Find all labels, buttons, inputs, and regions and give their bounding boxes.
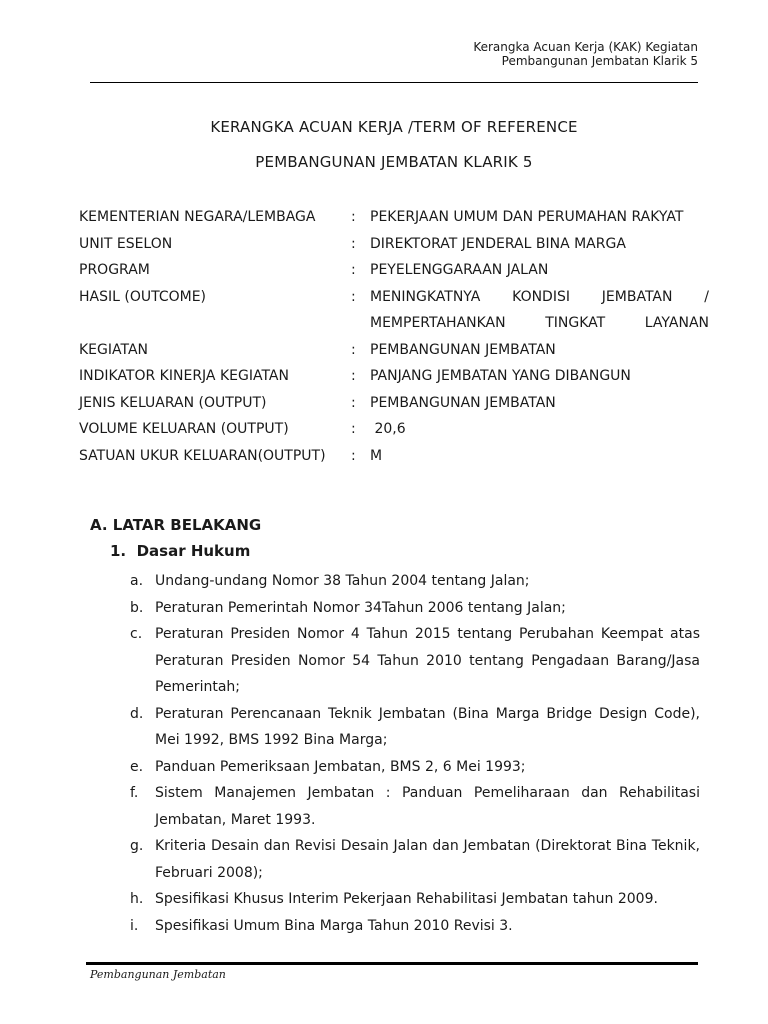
section-heading: A. LATAR BELAKANG <box>90 516 262 534</box>
meta-row <box>79 337 709 364</box>
meta-value: PEKERJAAN UMUM DAN PERUMAHAN RAKYAT <box>370 209 684 226</box>
meta-key: PROGRAM <box>79 262 150 279</box>
header-divider <box>90 82 698 83</box>
list-line: Peraturan Presiden Nomor 4 Tahun 2015 tentang Perubahan Keempat atas <box>155 626 700 642</box>
meta-key: HASIL (OUTCOME) <box>79 288 207 305</box>
list-item-text <box>155 780 700 833</box>
running-header <box>473 40 698 68</box>
list-item <box>130 621 700 701</box>
meta-table <box>79 204 709 469</box>
meta-colon: : <box>351 421 356 438</box>
meta-row-continuation <box>79 310 709 337</box>
document-title: KERANGKA ACUAN KERJA /TERM OF REFERENCE <box>210 118 578 136</box>
list-marker: h. <box>130 891 144 907</box>
list-line: Undang-undang Nomor 38 Tahun 2004 tentang Jalan; <box>155 573 530 589</box>
meta-key: KEMENTERIAN NEGARA/LEMBAGA <box>79 209 316 226</box>
list-item-text <box>155 595 700 622</box>
list-item <box>130 886 700 913</box>
list-item <box>130 780 700 833</box>
list-marker: a. <box>130 573 144 589</box>
list-line: Sistem Manajemen Jembatan : Panduan Pemeliharaan dan Rehabilitasi <box>155 785 700 801</box>
meta-value: DIREKTORAT JENDERAL BINA MARGA <box>370 235 626 252</box>
list-line: Peraturan Pemerintah Nomor 34Tahun 2006 tentang Jalan; <box>155 599 566 616</box>
meta-row <box>79 390 709 417</box>
meta-colon: : <box>351 209 356 226</box>
list-line: Spesifikasi Umum Bina Marga Tahun 2010 Revisi 3. <box>155 917 513 934</box>
meta-key: SATUAN UKUR KELUARAN(OUTPUT) <box>79 447 326 464</box>
meta-colon: : <box>351 288 356 305</box>
list-item <box>130 701 700 754</box>
list-item-text <box>155 621 700 701</box>
list-line: Spesifikasi Khusus Interim Pekerjaan Rehabilitasi Jembatan tahun 2009. <box>155 891 658 907</box>
list-item <box>130 754 700 781</box>
meta-row <box>79 204 709 231</box>
meta-value: PEYELENGGARAAN JALAN <box>370 262 549 279</box>
meta-row <box>79 231 709 258</box>
list-line: Pemerintah; <box>155 679 240 695</box>
meta-value: PEMBANGUNAN JEMBATAN <box>370 341 556 358</box>
list-line: Mei 1992, BMS 1992 Bina Marga; <box>155 732 388 748</box>
meta-colon: : <box>351 394 356 411</box>
list-line: Panduan Pemeriksaan Jembatan, BMS 2, 6 Mei 1993; <box>155 758 526 775</box>
legal-basis-list <box>130 568 700 939</box>
list-marker: c. <box>130 626 143 642</box>
meta-colon: : <box>351 447 356 464</box>
meta-colon: : <box>351 262 356 279</box>
running-header-line-1: Kerangka Acuan Kerja (KAK) Kegiatan <box>473 40 698 54</box>
document-subtitle: PEMBANGUNAN JEMBATAN KLARIK 5 <box>255 153 533 171</box>
list-marker: g. <box>130 838 144 854</box>
footer-divider <box>86 962 698 965</box>
meta-row <box>79 416 709 443</box>
list-item <box>130 833 700 886</box>
list-line: Peraturan Perencanaan Teknik Jembatan (Bina Marga Bridge Design Code), <box>155 705 700 722</box>
list-marker: d. <box>130 705 144 722</box>
list-item-text <box>155 701 700 754</box>
list-item-text <box>155 913 700 940</box>
meta-value-continuation: MEMPERTAHANKAN TINGKAT LAYANAN <box>370 315 709 332</box>
meta-value: MENINGKATNYA KONDISI JEMBATAN / <box>370 288 709 305</box>
list-item <box>130 913 700 940</box>
meta-colon: : <box>351 368 356 385</box>
list-line: Peraturan Presiden Nomor 54 Tahun 2010 tentang Pengadaan Barang/Jasa <box>155 652 700 669</box>
meta-key: KEGIATAN <box>79 341 149 358</box>
running-footer: Pembangunan Jembatan <box>90 968 226 981</box>
meta-key: UNIT ESELON <box>79 235 173 252</box>
list-line: Kriteria Desain dan Revisi Desain Jalan dan Jembatan (Direktorat Bina Teknik, <box>155 838 700 854</box>
list-marker: b. <box>130 599 144 616</box>
list-marker: e. <box>130 758 144 775</box>
meta-value: PANJANG JEMBATAN YANG DIBANGUN <box>370 368 631 385</box>
meta-key: INDIKATOR KINERJA KEGIATAN <box>79 368 289 385</box>
list-line: Jembatan, Maret 1993. <box>155 811 316 828</box>
list-item <box>130 595 700 622</box>
meta-row <box>79 257 709 284</box>
meta-row <box>79 284 709 311</box>
list-item-text <box>155 886 700 913</box>
list-item <box>130 568 700 595</box>
meta-value: 20,6 <box>370 421 406 438</box>
subsection-heading: 1. Dasar Hukum <box>110 542 251 560</box>
running-header-line-2: Pembangunan Jembatan Klarik 5 <box>501 54 698 68</box>
meta-key: VOLUME KELUARAN (OUTPUT) <box>79 421 289 438</box>
meta-row <box>79 363 709 390</box>
list-line: Februari 2008); <box>155 864 263 881</box>
meta-colon: : <box>351 235 356 252</box>
list-item-text <box>155 754 700 781</box>
meta-colon: : <box>351 341 356 358</box>
list-marker: f. <box>130 785 139 801</box>
meta-value: PEMBANGUNAN JEMBATAN <box>370 394 556 411</box>
meta-row <box>79 443 709 470</box>
meta-key: JENIS KELUARAN (OUTPUT) <box>79 394 267 411</box>
list-item-text <box>155 568 700 595</box>
list-marker: i. <box>130 917 139 934</box>
list-item-text <box>155 833 700 886</box>
meta-value: M <box>370 447 383 464</box>
